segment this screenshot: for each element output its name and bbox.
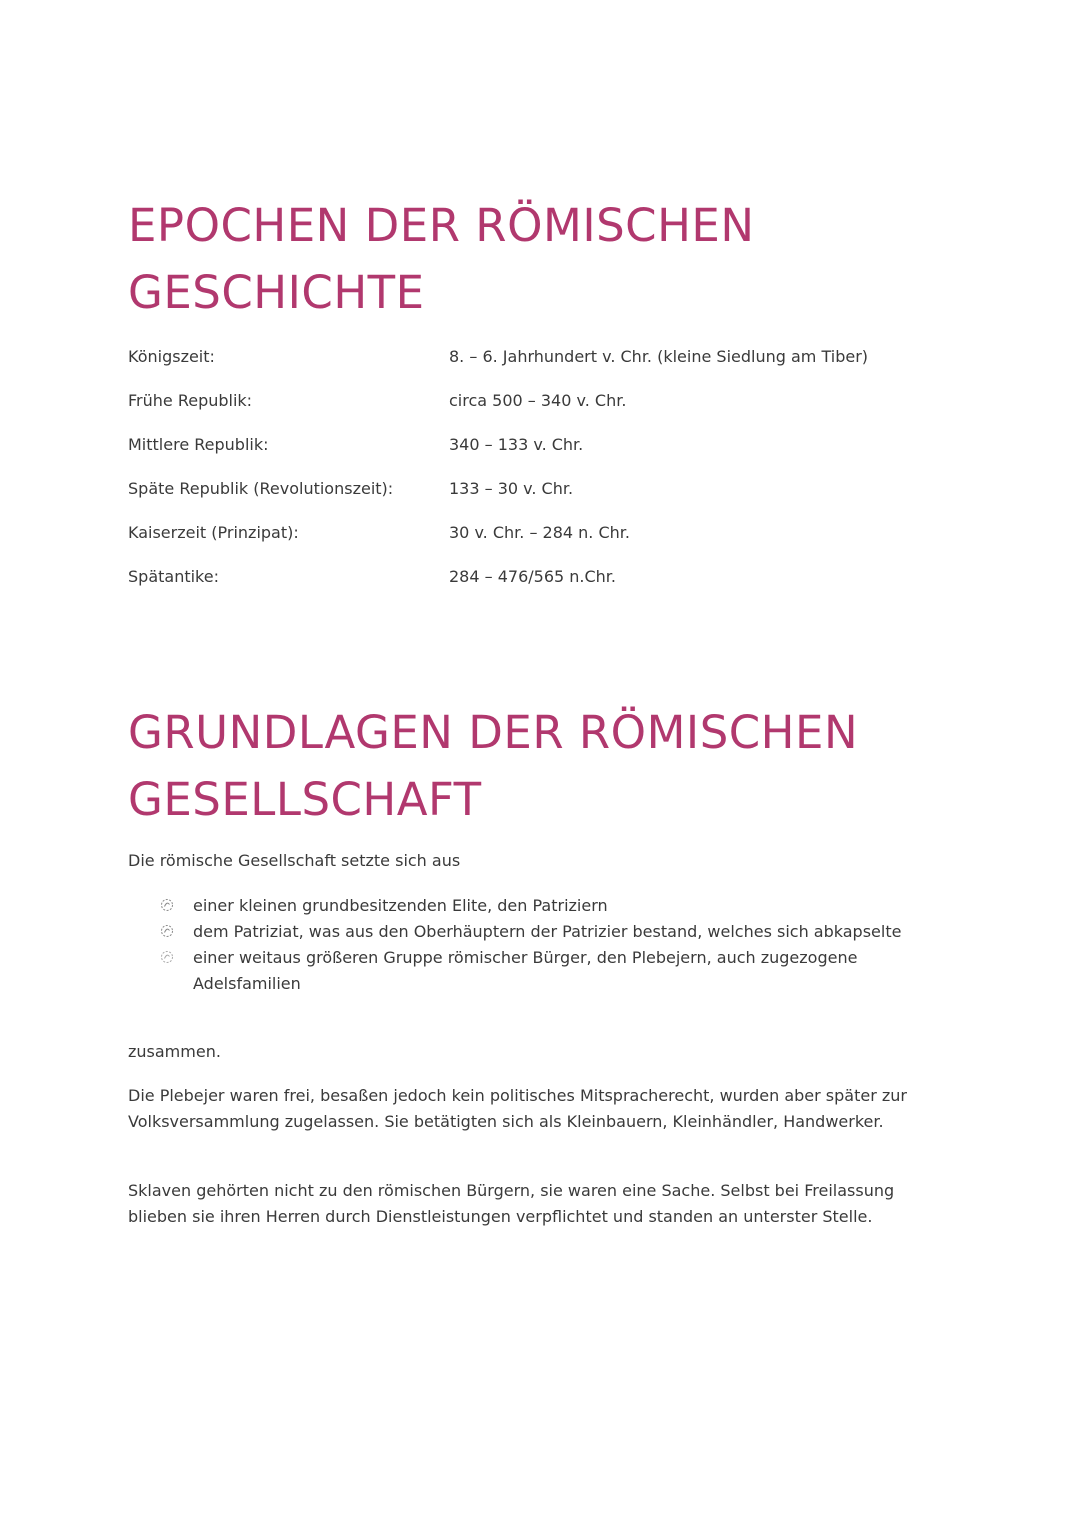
list-item [160, 919, 940, 945]
heading-epochen-line1: EPOCHEN DER RÖMISCHEN [128, 199, 755, 252]
epoch-name: Frühe Republik: [128, 391, 253, 410]
bullet-flourish-icon [160, 924, 174, 938]
epoch-date: 284 – 476/565 n.Chr. [449, 567, 616, 586]
epoch-row [128, 389, 928, 433]
list-item [160, 945, 940, 997]
epoch-name: Spätantike: [128, 567, 219, 586]
epoch-date: 133 – 30 v. Chr. [449, 479, 574, 498]
bullet-text: einer weitaus größeren Gruppe römischer Bürger, den Plebejern, auch zugezogene Adelsfamilien [193, 948, 858, 993]
bullet-text: einer kleinen grundbesitzenden Elite, den Patriziern [193, 896, 608, 915]
epoch-date: circa 500 – 340 v. Chr. [449, 391, 627, 410]
heading-grundlagen-line1: GRUNDLAGEN DER RÖMISCHEN [128, 706, 859, 759]
heading-epochen [128, 192, 755, 326]
bullet-flourish-icon [160, 898, 174, 912]
heading-grundlagen [128, 699, 858, 833]
heading-grundlagen-line2: GESELLSCHAFT [128, 773, 482, 826]
epoch-name: Kaiserzeit (Prinzipat): [128, 523, 299, 542]
bullet-flourish-icon [160, 950, 174, 964]
epoch-row [128, 565, 928, 609]
epoch-row [128, 433, 928, 477]
paragraph-plebejer: Die Plebejer waren frei, besaßen jedoch kein politisches Mitspracherecht, wurden aber später zur Volksversammlung zugelassen. Sie betätigten sich als Kleinbauern, Kleinhändler, Handwerker. [128, 1086, 907, 1131]
epoch-date: 340 – 133 v. Chr. [449, 435, 584, 454]
closing-text: zusammen. [128, 1042, 221, 1061]
epoch-row [128, 345, 928, 389]
epoch-name: Mittlere Republik: [128, 435, 269, 454]
epoch-name: Späte Republik (Revolutionszeit): [128, 479, 394, 498]
epoch-date: 30 v. Chr. – 284 n. Chr. [449, 523, 630, 542]
bullet-text: dem Patriziat, was aus den Oberhäuptern der Patrizier bestand, welches sich abkapselte [193, 922, 902, 941]
intro-text: Die römische Gesellschaft setzte sich aus [128, 851, 461, 870]
heading-epochen-line2: GESCHICHTE [128, 266, 425, 319]
epoch-name: Königszeit: [128, 347, 215, 366]
epochs-table [128, 345, 928, 609]
epoch-row [128, 521, 928, 565]
epoch-row [128, 477, 928, 521]
epoch-date: 8. – 6. Jahrhundert v. Chr. (kleine Siedlung am Tiber) [449, 347, 869, 366]
list-item [160, 893, 940, 919]
society-bullet-list [160, 893, 940, 997]
paragraph-sklaven: Sklaven gehörten nicht zu den römischen Bürgern, sie waren eine Sache. Selbst bei Freilassung blieben sie ihren Herren durch Dienstleistungen verpflichtet und standen an unterster Stelle. [128, 1181, 895, 1226]
